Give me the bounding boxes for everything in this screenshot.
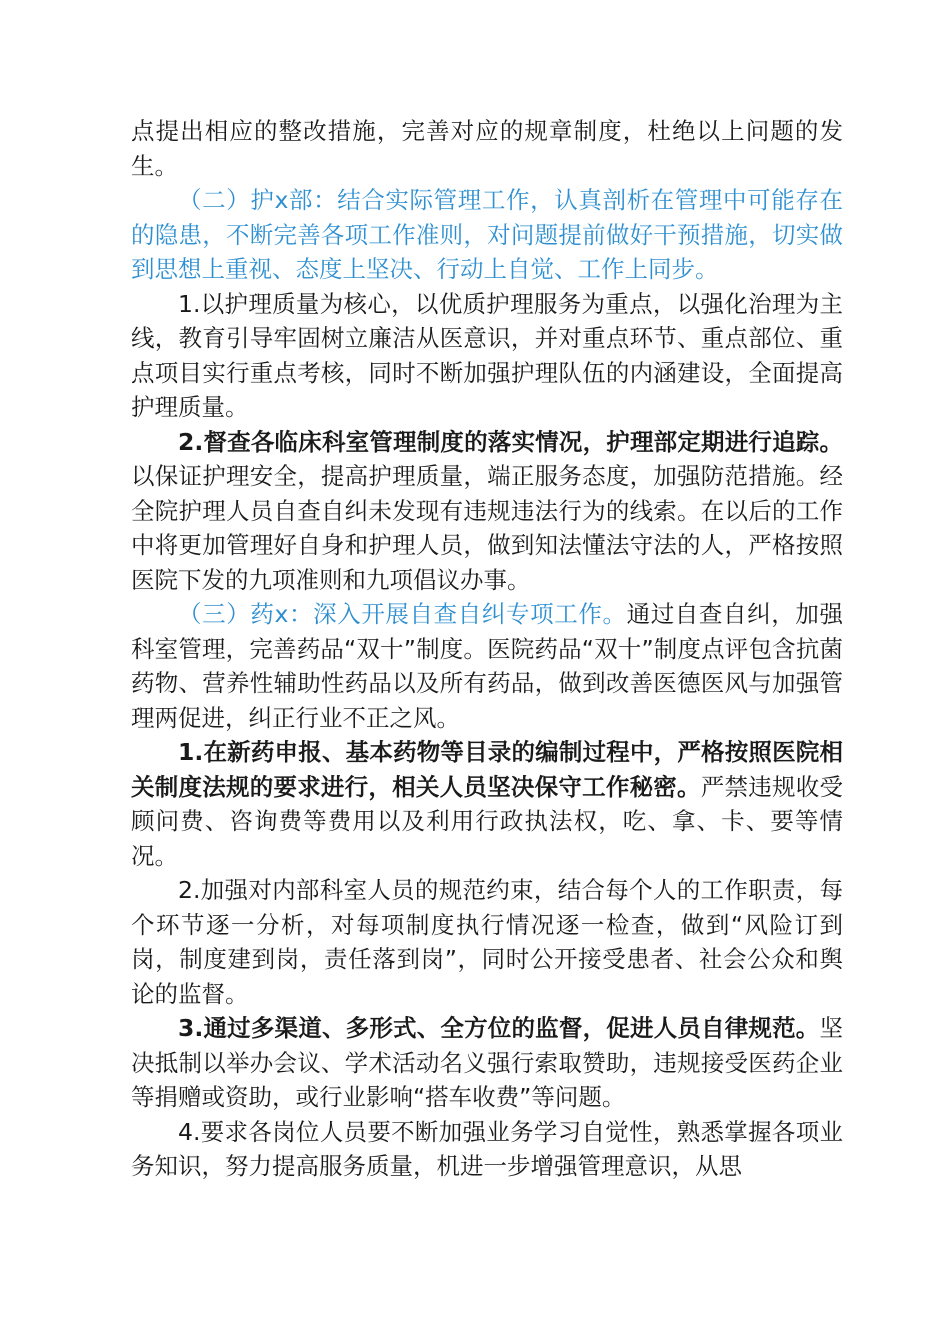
paragraph-item (131, 873, 843, 1011)
paragraph-bold-lead: 3.通过多渠道、多形式、全方位的监督，促进人员自律规范。 (178, 1014, 820, 1042)
section-heading-text: （二）护x部：结合实际管理工作，认真剖析在管理中可能存在的隐患，不断完善各项工作准则，对问题提前做好干预措施，切实做到思想上重视、态度上坚决、行动上自觉、工作上同步。 (131, 186, 843, 283)
paragraph-text: 4.要求各岗位人员要不断加强业务学习自觉性，熟悉掌握各项业务知识，努力提高服务质量，机进一步增强管理意识，从思 (131, 1117, 843, 1180)
section-heading-text: （三）药x：深入开展自查自纠专项工作。 (178, 600, 627, 628)
section-heading-nursing (131, 183, 843, 287)
document-body (131, 114, 843, 1184)
paragraph-text: 以保证护理安全，提高护理质量，端正服务态度，加强防范措施。经全院护理人员自查自纠未发现有违规违法行为的线索。在以后的工作中将更加管理好自身和护理人员，做到知法懂法守法的人，严格按照医院下发的九项准则和九项倡议办事。 (131, 462, 843, 594)
section-heading-pharmacy (131, 597, 843, 735)
paragraph-item (131, 735, 843, 873)
paragraph-text: 通过自查自纠，加强科室管理，完善药品“双十”制度。医院药品“双十”制度点评包含抗菌药物、营养性辅助性药品以及所有药品，做到改善医德医风与加强管理两促进，纠正行业不正之风。 (131, 600, 843, 732)
paragraph-item (131, 425, 843, 598)
paragraph-text: 1.以护理质量为核心，以优质护理服务为重点，以强化治理为主线，教育引导牢固树立廉洁从医意识，并对重点环节、重点部位、重点项目实行重点考核，同时不断加强护理队伍的内涵建设，全面提高护理质量。 (131, 289, 843, 421)
paragraph-text: 坚决抵制以举办会议、学术活动名义强行索取赞助，违规接受医药企业等捐赠或资助，或行业影响“搭车收费”等问题。 (131, 1014, 843, 1111)
paragraph-item (131, 1115, 843, 1184)
paragraph-text: 点提出相应的整改措施，完善对应的规章制度，杜绝以上问题的发生。 (131, 117, 843, 180)
paragraph-item (131, 1011, 843, 1115)
paragraph-text: 严禁违规收受顾问费、咨询费等费用以及利用行政执法权，吃、拿、卡、要等情况。 (131, 772, 844, 870)
paragraph-bold-lead: 2.督查各临床科室管理制度的落实情况，护理部定期进行追踪。 (178, 427, 843, 456)
paragraph-continuation (131, 114, 843, 183)
paragraph-text: 2.加强对内部科室人员的规范约束，结合每个人的工作职责，每个环节逐一分析，对每项制度执行情况逐一检查，做到“风险订到岗，制度建到岗，责任落到岗”，同时公开接受患者、社会公众和舆论的监督。 (131, 876, 843, 1008)
paragraph-item (131, 287, 843, 425)
paragraph-bold-lead: 1.在新药申报、基本药物等目录的编制过程中，严格按照医院相关制度法规的要求进行，相关人员坚决保守工作秘密。 (131, 738, 843, 801)
